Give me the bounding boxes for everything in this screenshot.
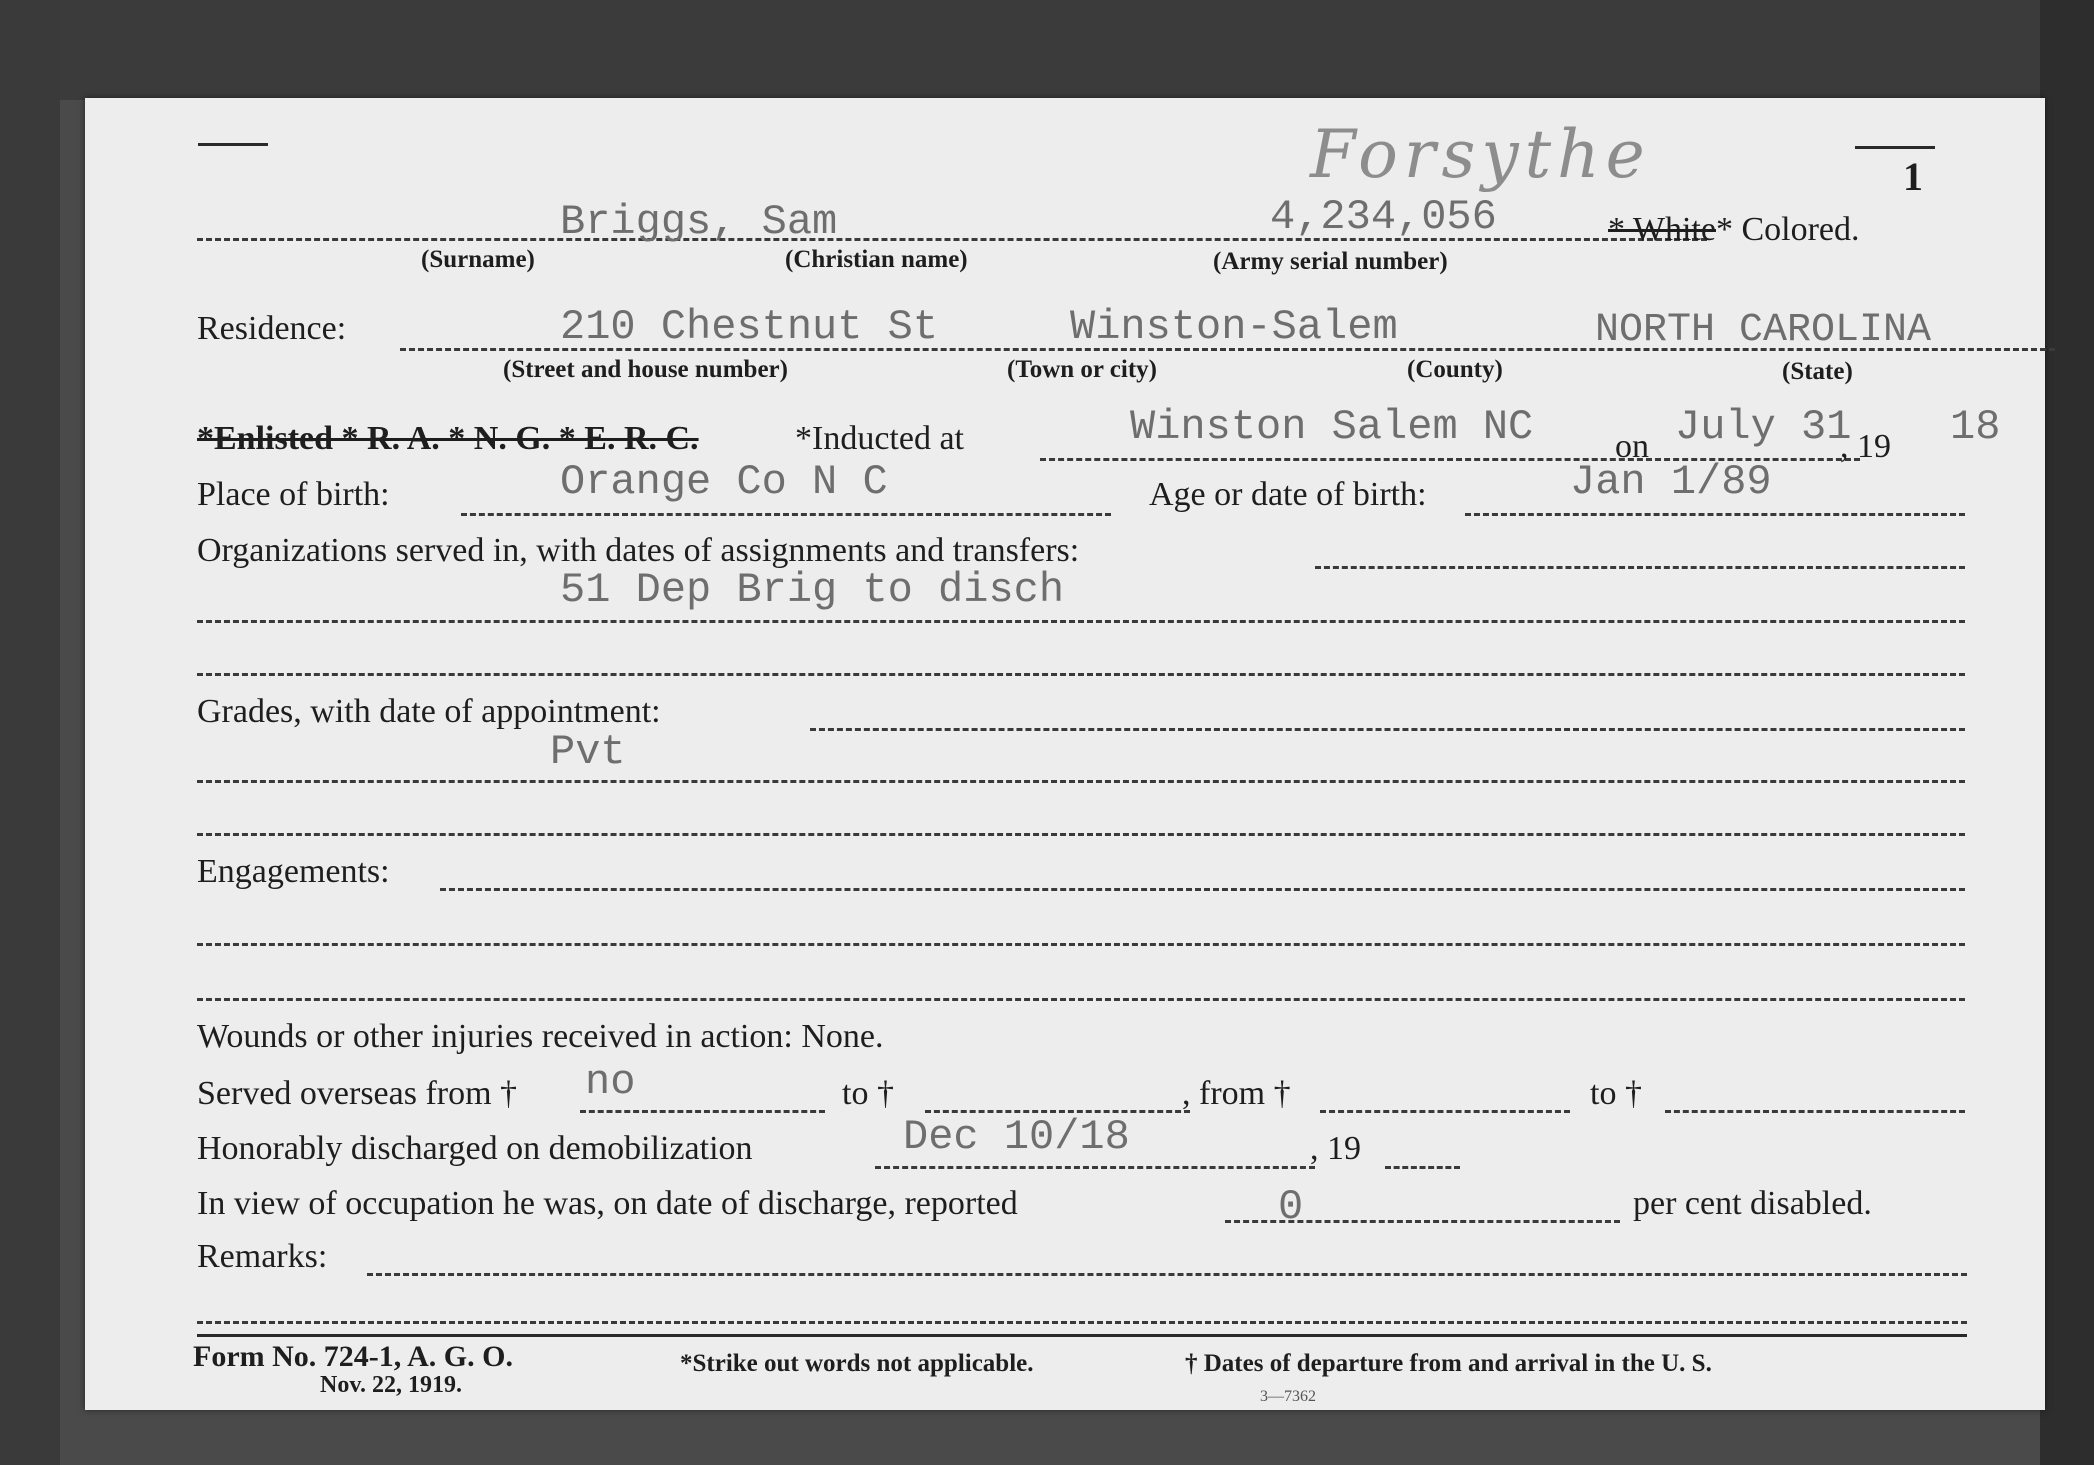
overseas-to-label: to † bbox=[842, 1075, 894, 1112]
organizations-label: Organizations served in, with dates of assignments and transfers: bbox=[197, 532, 1080, 569]
serial-label: (Army serial number) bbox=[1213, 248, 1448, 275]
record-card bbox=[85, 98, 2045, 1410]
engagements-line-2 bbox=[197, 943, 1965, 946]
grades-value: Pvt bbox=[550, 728, 626, 776]
induction-date: July 31 bbox=[1675, 403, 1852, 451]
remarks-line-1 bbox=[367, 1273, 1967, 1276]
organizations-value: 51 Dep Brig to disch bbox=[560, 566, 1065, 614]
enlistment-struck: *Enlisted * R. A. * N. G. * E. R. C. bbox=[197, 420, 699, 457]
discharge-year-line bbox=[1385, 1166, 1460, 1169]
inducted-at-label: *Inducted at bbox=[795, 420, 964, 457]
on-label: on bbox=[1615, 428, 1649, 465]
grades-line-3 bbox=[197, 833, 1965, 836]
card-number: 1 bbox=[1903, 154, 1923, 199]
disability-suffix: per cent disabled. bbox=[1633, 1185, 1872, 1222]
residence-label: Residence: bbox=[197, 310, 347, 347]
left-edge bbox=[0, 0, 60, 1465]
overseas-to2-label: to † bbox=[1590, 1075, 1642, 1112]
grades-line-1 bbox=[810, 728, 1965, 731]
residence-city: Winston-Salem bbox=[1070, 303, 1398, 351]
disability-label: In view of occupation he was, on date of discharge, reported bbox=[197, 1185, 1018, 1222]
remarks-line-2 bbox=[197, 1321, 1967, 1324]
right-edge bbox=[2040, 0, 2094, 1465]
induction-place: Winston Salem NC bbox=[1130, 403, 1534, 451]
wounds-value: None. bbox=[801, 1018, 884, 1055]
overseas-value: no bbox=[585, 1058, 636, 1106]
organizations-line-1 bbox=[1315, 566, 1965, 569]
birth-date: Jan 1/89 bbox=[1570, 458, 1772, 506]
induction-nineteen: , 19 bbox=[1840, 428, 1891, 465]
discharge-nineteen: , 19 bbox=[1310, 1130, 1361, 1167]
race-colored: * Colored. bbox=[1715, 211, 1860, 248]
name-value: Briggs, Sam bbox=[560, 198, 838, 246]
city-label: (Town or city) bbox=[1007, 356, 1157, 383]
grades-line-2 bbox=[197, 780, 1965, 783]
age-label: Age or date of birth: bbox=[1149, 476, 1427, 513]
organizations-line-2 bbox=[197, 620, 1965, 623]
form-date: Nov. 22, 1919. bbox=[320, 1372, 463, 1398]
birth-place-line bbox=[461, 513, 1111, 516]
birth-place: Orange Co N C bbox=[560, 458, 888, 506]
age-line bbox=[1465, 513, 1965, 516]
overseas-line-1 bbox=[580, 1110, 825, 1113]
overseas-from-label: , from † bbox=[1182, 1075, 1291, 1112]
background-strip bbox=[0, 0, 2094, 100]
state-label: (State) bbox=[1782, 358, 1853, 385]
birth-place-label: Place of birth: bbox=[197, 476, 390, 513]
county-label: (County) bbox=[1407, 356, 1503, 383]
residence-state: NORTH CAROLINA bbox=[1595, 308, 1932, 353]
discharge-label: Honorably discharged on demobilization bbox=[197, 1130, 753, 1167]
surname-label: (Surname) bbox=[421, 246, 535, 273]
race-white-struck: * White bbox=[1608, 211, 1716, 248]
disability-value: 0 bbox=[1278, 1183, 1304, 1231]
print-code: 3—7362 bbox=[1260, 1388, 1316, 1405]
serial-value: 4,234,056 bbox=[1270, 193, 1497, 241]
discharge-value: Dec 10/18 bbox=[903, 1113, 1130, 1161]
overseas-line-3 bbox=[1320, 1110, 1570, 1113]
organizations-line-3 bbox=[197, 673, 1965, 676]
induction-year: 18 bbox=[1950, 403, 2001, 451]
top-left-rule bbox=[198, 143, 268, 146]
engagements-line-1 bbox=[440, 888, 1965, 891]
wounds-label bbox=[197, 1018, 884, 1056]
remarks-label: Remarks: bbox=[197, 1238, 328, 1275]
street-label: (Street and house number) bbox=[503, 356, 788, 383]
engagements-label: Engagements: bbox=[197, 853, 390, 890]
footer-rule bbox=[197, 1334, 1967, 1337]
overseas-label: Served overseas from † bbox=[197, 1075, 518, 1112]
footnote-strike: *Strike out words not applicable. bbox=[680, 1350, 1034, 1377]
residence-street: 210 Chestnut St bbox=[560, 303, 939, 351]
top-right-rule bbox=[1855, 146, 1935, 149]
engagements-line-3 bbox=[197, 998, 1965, 1001]
form-number: Form No. 724-1, A. G. O. bbox=[193, 1340, 513, 1373]
footnote-dates: † Dates of departure from and arrival in the U. S. bbox=[1185, 1350, 1712, 1377]
discharge-line bbox=[875, 1166, 1315, 1169]
grades-label: Grades, with date of appointment: bbox=[197, 693, 661, 730]
overseas-line-4 bbox=[1665, 1110, 1965, 1113]
handwritten-county: Forsythe bbox=[1310, 116, 1651, 193]
christian-name-label: (Christian name) bbox=[785, 246, 968, 273]
wounds-label-text: Wounds or other injuries received in action: bbox=[197, 1018, 793, 1055]
race-options bbox=[1608, 211, 1860, 249]
